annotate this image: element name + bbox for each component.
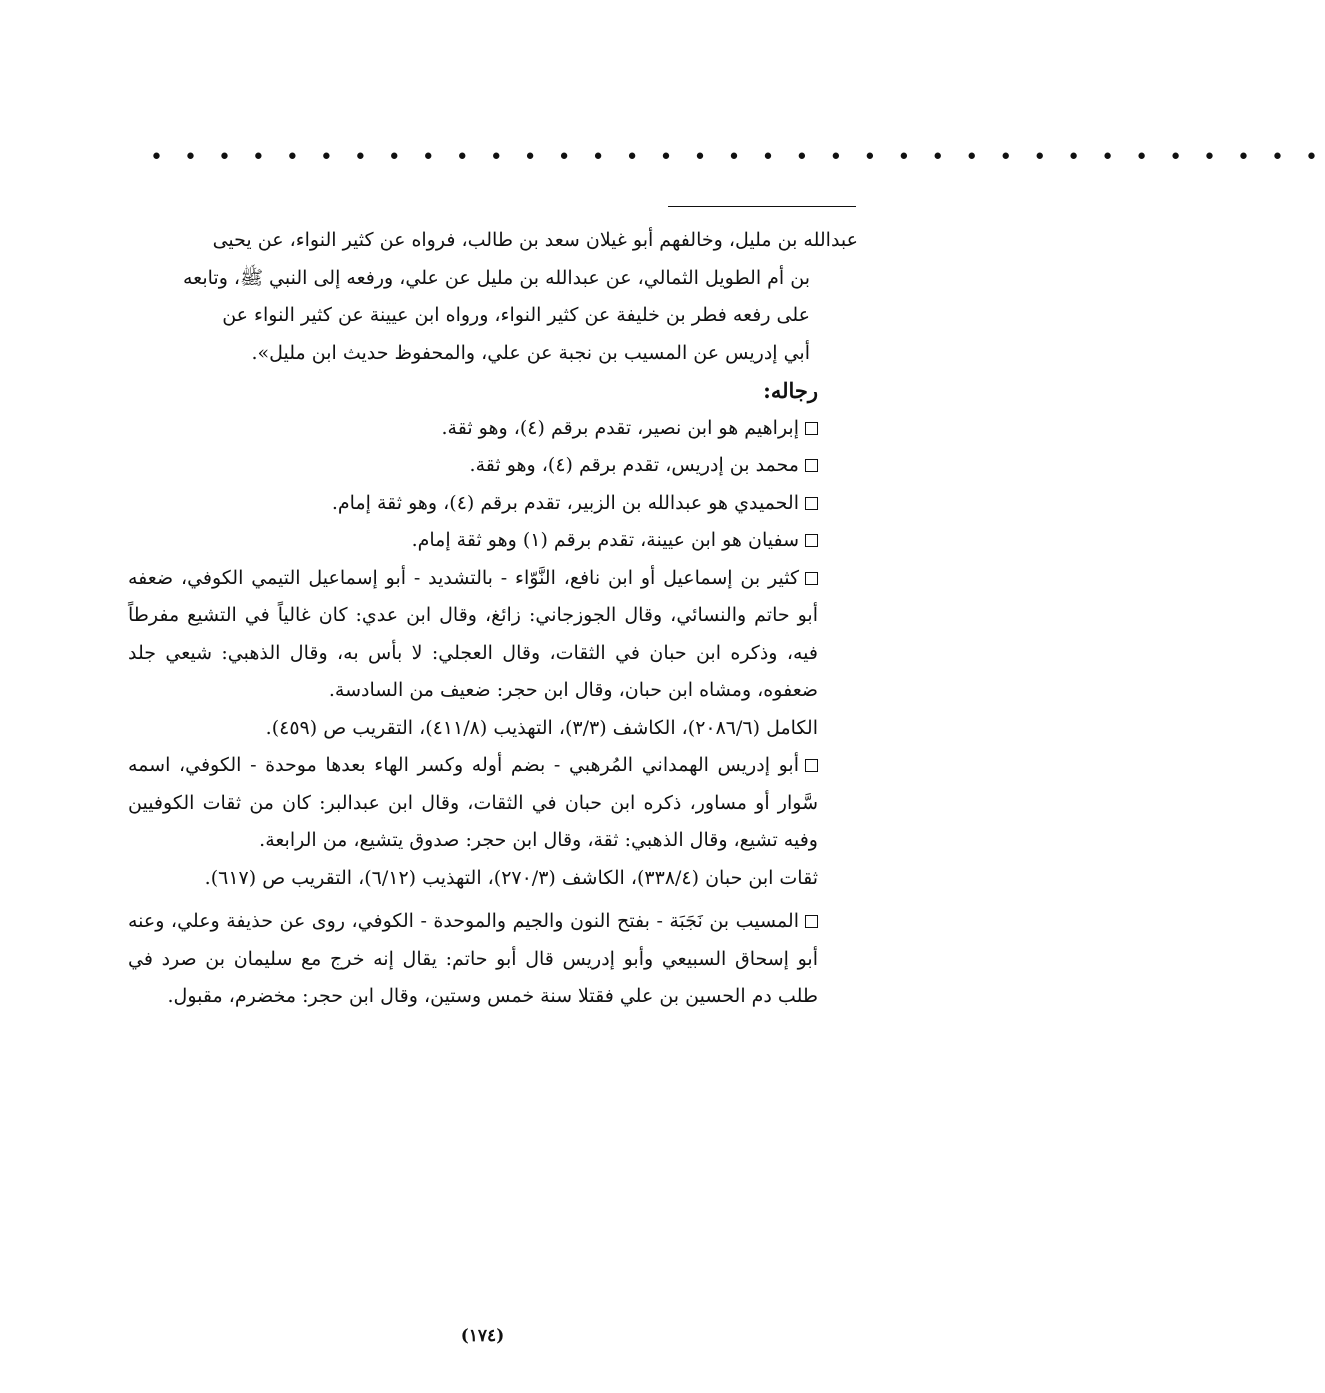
- biography-text: كثير بن إسماعيل أو ابن نافع، النَّوّاء - بالتشديد - أبو إسماعيل التيمي الكوفي، ضعفه أبو حاتم والنسائي، وقال الجوزجاني: زائغ، وقال ابن عدي: كان غالياً في التشيع مفرطاً فيه، وذكره ابن حبان في الثقات، وقال العجلي: لا بأس به، وقال الذهبي: شيعي جلد ضعفوه، ومشاه ابن حبان، وقال ابن حجر: ضعيف من السادسة.: [128, 566, 818, 701]
- biography-text: أبو إدريس الهمداني المُرهبي - بضم أوله وكسر الهاء بعدها موحدة - الكوفي، اسمه سَّوار أو مساور، ذكره ابن حبان في الثقات، وقال ابن عبدالبر: كان من ثقات الكوفيين وفيه تشيع، وقال الذهبي: ثقة، وقال ابن حجر: صدوق يتشيع، من الرابعة.: [128, 754, 818, 851]
- narrator-text: الحميدي هو عبدالله بن الزبير، تقدم برقم (٤)، وهو ثقة إمام.: [331, 491, 799, 514]
- footnote-separator-rule: [668, 206, 856, 207]
- intro-line: على رفعه فطر بن خليفة عن كثير النواء، ورواه ابن عيينة عن كثير النواء عن: [222, 304, 810, 326]
- narrator-entry: [128, 485, 818, 523]
- checkbox-bullet-icon: [805, 759, 818, 772]
- biography-text: المسيب بن نَجَبَة - بفتح النون والجيم والموحدة - الكوفي، روى عن حذيفة وعلي، وعنه أبو إسحاق السبيعي وأبو إدريس قال أبو حاتم: يقال إنه خرج مع سليمان بن صرد في طلب دم الحسين بن علي فقتلا سنة خمس وستين، وقال ابن حجر: مخضرم، مقبول.: [128, 910, 818, 1007]
- references-abu-idris: ثقات ابن حبان (٣٣٨/٤)، الكاشف (٢٧٠/٣)، التهذيب (٦/١٢)، التقريب ص (٦١٧).: [204, 866, 818, 889]
- narrator-biography-kathir: [128, 560, 818, 710]
- page-number: (١٧٤): [460, 1326, 505, 1346]
- narrator-biography-musayyib: [128, 903, 818, 1016]
- narrator-text: سفيان هو ابن عيينة، تقدم برقم (١) وهو ثقة إمام.: [411, 529, 799, 551]
- narrator-entry: [128, 410, 818, 448]
- checkbox-bullet-icon: [805, 915, 818, 928]
- intro-line: بن أم الطويل الثمالي، عن عبدالله بن مليل عن علي، ورفعه إلى النبي ﷺ، وتابعه: [183, 266, 810, 289]
- checkbox-bullet-icon: [805, 459, 818, 472]
- page-body: [128, 222, 858, 1016]
- narrator-entry: [128, 447, 818, 485]
- narrator-biography-abu-idris: [128, 747, 818, 860]
- ornamental-dot-border: • • • • • • • • • • • • • • • • • • • • • • • • • • • • • • • • • • •: [150, 145, 1325, 170]
- references-kathir: الكامل (٢٠٨٦/٦)، الكاشف (٣/٣)، التهذيب (٤١١/٨)، التقريب ص (٤٥٩).: [265, 716, 818, 739]
- intro-line: أبي إدريس عن المسيب بن نجبة عن علي، والمحفوظ حديث ابن مليل».: [251, 341, 810, 364]
- checkbox-bullet-icon: [805, 497, 818, 510]
- narrator-entry: [128, 522, 818, 560]
- narrator-text: محمد بن إدريس، تقدم برقم (٤)، وهو ثقة.: [469, 454, 799, 476]
- narrator-text: إبراهيم هو ابن نصير، تقدم برقم (٤)، وهو ثقة.: [441, 416, 799, 439]
- checkbox-bullet-icon: [805, 572, 818, 585]
- checkbox-bullet-icon: [805, 534, 818, 547]
- checkbox-bullet-icon: [805, 422, 818, 435]
- narrators-heading: رجاله:: [763, 378, 818, 403]
- intro-line: عبدالله بن مليل، وخالفهم أبو غيلان سعد بن طالب، فرواه عن كثير النواء، عن يحيى: [212, 229, 858, 251]
